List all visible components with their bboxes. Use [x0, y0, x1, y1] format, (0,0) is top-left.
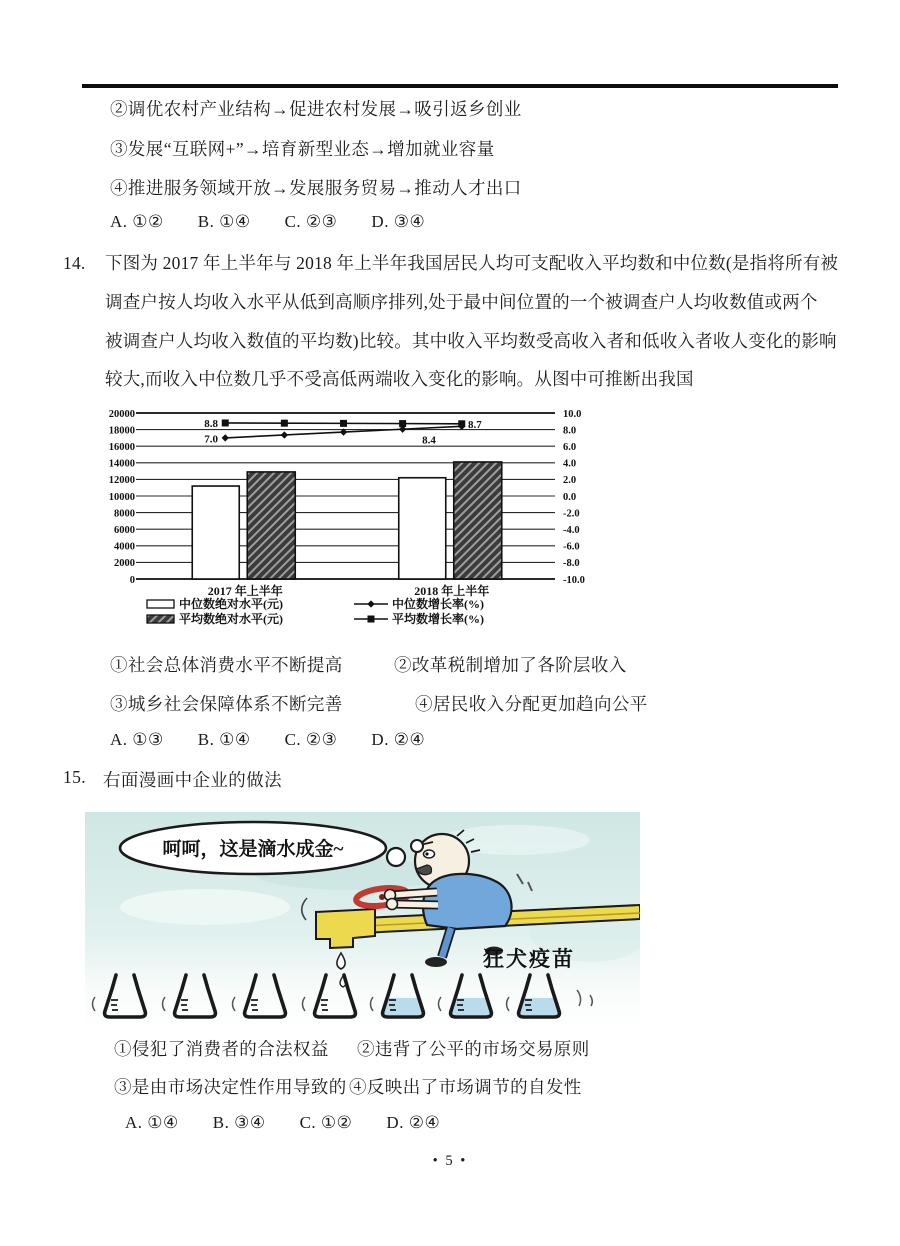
speech-bubble-text: 呵呵，这是滴水成金~ [162, 839, 344, 860]
svg-text:平均数增长率(%): 平均数增长率(%) [392, 612, 484, 626]
q15-stem: 右面漫画中企业的做法 [103, 770, 282, 790]
svg-text:中位数绝对水平(元): 中位数绝对水平(元) [179, 597, 283, 611]
svg-text:4000: 4000 [114, 541, 135, 553]
cartoon-svg [85, 812, 640, 1030]
svg-text:20000: 20000 [108, 408, 135, 420]
income-chart [88, 403, 600, 650]
q13-option-2: ②调优农村产业结构→促进农村发展→吸引返乡创业 [110, 99, 522, 119]
svg-text:10000: 10000 [108, 491, 135, 503]
q14-option-3: ③城乡社会保障体系不断完善 [110, 694, 343, 714]
svg-text:18000: 18000 [108, 425, 135, 437]
q14-stem-line-3: 被调查户人均收入数值的平均数)比较。其中收入平均数受高收入者和低收入者收人变化的影响 [105, 330, 837, 351]
q14-answer-c: C. ②③ [284, 730, 338, 749]
vaccine-label: 狂犬疫苗 [483, 947, 575, 971]
q15-answer-row [125, 1113, 440, 1133]
svg-text:-2.0: -2.0 [563, 508, 580, 520]
svg-text:-8.0: -8.0 [563, 558, 580, 570]
q14-option-4: ④居民收入分配更加趋向公平 [415, 694, 648, 714]
q14-option-2: ②改革税制增加了各阶层收入 [394, 655, 627, 675]
svg-text:平均数绝对水平(元): 平均数绝对水平(元) [179, 612, 283, 626]
q13-option-4: ④推进服务领域开放→发展服务贸易→推动人才出口 [110, 178, 522, 198]
svg-text:8.0: 8.0 [563, 425, 577, 437]
svg-text:-6.0: -6.0 [563, 541, 580, 553]
svg-text:6.0: 6.0 [563, 442, 577, 453]
income-chart-svg [88, 403, 600, 645]
q14-stem-line-4: 较大,而收入中位数几乎不受高低两端收入变化的影响。从图中可推断出我国 [105, 369, 694, 390]
q13-answer-b: B. ①④ [197, 212, 251, 231]
q13-option-3: ③发展“互联网+”→培育新型业态→增加就业容量 [110, 139, 495, 159]
q14-stem [105, 244, 838, 399]
svg-text:4.0: 4.0 [563, 458, 577, 470]
q13-answer-row [110, 212, 425, 232]
q14-answer-b: B. ①④ [197, 730, 251, 749]
q14-answer-a: A. ①③ [110, 730, 164, 749]
q14-answer-d: D. ②④ [371, 730, 426, 749]
svg-text:-10.0: -10.0 [563, 574, 585, 586]
q14-answer-row [110, 730, 425, 750]
q14-stem-line-1: 下图为 2017 年上半年与 2018 年上半年我国居民人均可支配收入平均数和中位数(是指将所有被 [105, 253, 839, 273]
svg-text:10.0: 10.0 [563, 408, 582, 420]
svg-text:8.8: 8.8 [204, 417, 218, 430]
svg-text:7.0: 7.0 [204, 433, 218, 446]
svg-text:8.7: 8.7 [468, 418, 482, 431]
q13-answer-d: D. ③④ [371, 212, 426, 231]
svg-text:8.4: 8.4 [422, 434, 436, 447]
q15-option-1: ①侵犯了消费者的合法权益 [114, 1039, 329, 1059]
svg-text:-4.0: -4.0 [563, 525, 580, 536]
svg-text:2017 年上半年: 2017 年上半年 [207, 584, 283, 598]
svg-text:2018 年上半年: 2018 年上半年 [414, 584, 490, 598]
svg-text:中位数增长率(%): 中位数增长率(%) [392, 597, 484, 611]
q15-option-2: ②违背了公平的市场交易原则 [357, 1039, 590, 1059]
q15-answer-d: D. ②④ [386, 1113, 441, 1132]
q15-answer-b: B. ③④ [212, 1113, 266, 1132]
svg-text:2000: 2000 [114, 558, 135, 570]
q15-option-4: ④反映出了市场调节的自发性 [349, 1077, 582, 1097]
svg-text:8000: 8000 [114, 508, 135, 520]
svg-text:6000: 6000 [114, 525, 135, 536]
q15-answer-c: C. ①② [299, 1113, 353, 1132]
svg-text:2.0: 2.0 [563, 475, 577, 487]
q14-option-1: ①社会总体消费水平不断提高 [110, 655, 343, 675]
q13-answer-a: A. ①② [110, 212, 164, 231]
svg-text:14000: 14000 [108, 458, 135, 470]
page-number: • 5 • [432, 1153, 468, 1169]
q13-answer-c: C. ②③ [284, 212, 338, 231]
svg-text:12000: 12000 [108, 475, 135, 487]
cartoon-image [85, 812, 640, 1035]
svg-text:16000: 16000 [108, 442, 135, 453]
page-top-divider [82, 84, 838, 88]
q14-stem-line-2: 调查户按人均收入水平从低到高顺序排列,处于最中间位置的一个被调查户人均收数值或两个 [105, 291, 818, 312]
q15-option-3: ③是由市场决定性作用导致的 [114, 1077, 347, 1097]
svg-text:0: 0 [129, 574, 135, 586]
q15-answer-a: A. ①④ [125, 1113, 179, 1132]
q14-number: 14. [63, 253, 86, 273]
q15-number: 15. [63, 767, 87, 787]
svg-text:0.0: 0.0 [563, 491, 577, 503]
